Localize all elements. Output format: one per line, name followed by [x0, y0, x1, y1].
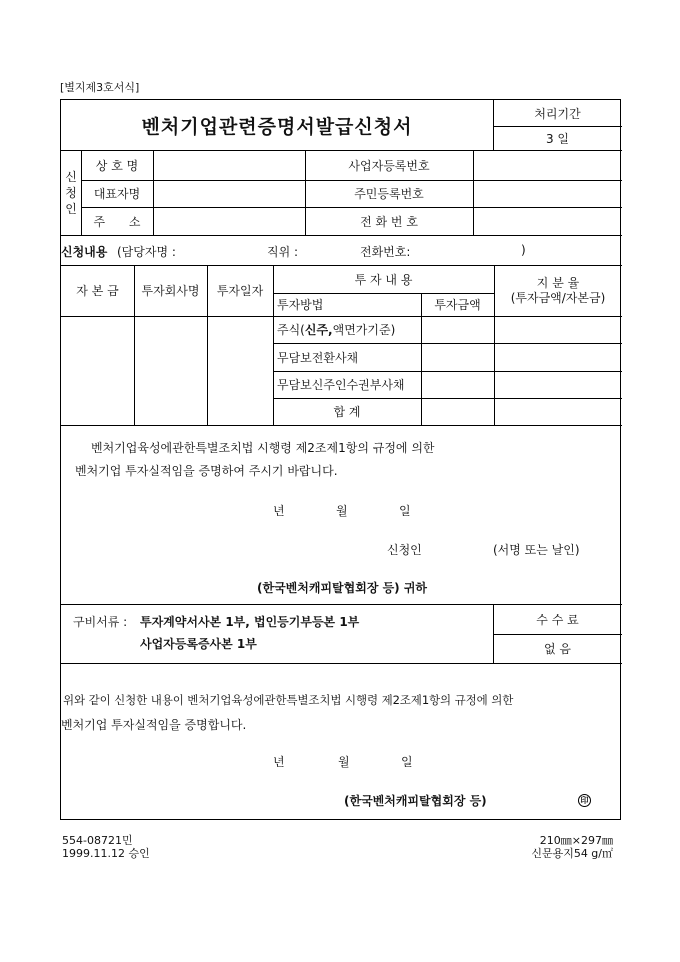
trade-name-label: 상 호 명 [95, 158, 139, 173]
row-text-bold: 신주, [304, 323, 333, 337]
biz-reg-no-field[interactable] [474, 150, 622, 180]
recipient: (한국벤처캐피탈협회장 등) 귀하 [257, 581, 428, 595]
request-label: 신청내용 [61, 245, 108, 259]
form-title: 벤처기업관련증명서발급신청서 [141, 115, 413, 138]
signature-note: (서명 또는 날인) [493, 543, 580, 557]
documents-label: 구비서류 : [73, 615, 128, 629]
invest-company-header: 투자회사명 [141, 284, 200, 298]
biz-reg-no-label: 사업자등록번호 [348, 158, 430, 173]
applicant-sign-label: 신청인 [387, 543, 422, 557]
date-month: 월 [336, 504, 348, 518]
trade-name-field[interactable] [154, 150, 305, 180]
table-row [273, 316, 425, 343]
row-text-pre: 주식( [277, 323, 305, 337]
applicant-side-label [61, 150, 81, 235]
cert-date-day: 일 [401, 755, 413, 769]
footer-approval: 1999.11.12 승인 [62, 847, 150, 860]
contact-name-label: (담당자명 : [117, 245, 176, 259]
capital-header: 자 본 금 [76, 284, 119, 298]
invest-method-header: 투자방법 [277, 298, 324, 312]
phone-field[interactable] [474, 207, 622, 235]
statement-line-2: 벤처기업 투자실적임을 증명하여 주시기 바랍니다. [75, 464, 338, 478]
invest-content-header: 투 자 내 용 [354, 272, 413, 287]
address-label: 주 소 [93, 214, 141, 229]
date-year: 년 [273, 504, 285, 518]
applicant-side-char: 인 [65, 201, 77, 216]
date-day: 일 [399, 504, 411, 518]
share-ratio-formula: (투자금액/자본금) [510, 290, 606, 305]
table-row: 무담보신주인수권부사채 [277, 378, 405, 392]
certification-line-2: 벤처기업 투자실적임을 증명합니다. [61, 718, 247, 732]
contact-close-paren: ) [521, 243, 526, 257]
share-ratio-title: 지 분 율 [536, 275, 580, 290]
contact-phone-label: 전화번호: [360, 245, 411, 259]
certification-line-1: 위와 같이 신청한 내용이 벤처기업육성에관한특별조치법 시행령 제2조제1항의 규정에 의한 [63, 693, 514, 707]
documents-line-1: 투자계약서사본 1부, 법인등기부등본 1부 [140, 615, 360, 629]
fee-label: 수 수 료 [536, 612, 579, 627]
issuer: (한국벤처캐피탈협회장 등) [344, 794, 487, 808]
footer-paper: 신문용지54 g/㎡ [531, 847, 613, 860]
cert-date-month: 월 [338, 755, 350, 769]
seal-mark [578, 792, 591, 807]
contact-position-label: 직위 : [267, 245, 299, 259]
representative-label: 대표자명 [93, 187, 141, 201]
resident-no-label: 주민등록번호 [354, 187, 424, 201]
representative-field[interactable] [154, 180, 305, 207]
phone-label: 전 화 번 호 [360, 214, 418, 229]
statement-line-1: 벤처기업육성에관한특별조치법 시행령 제2조제1항의 규정에 의한 [91, 441, 435, 455]
resident-no-field[interactable] [474, 180, 622, 207]
invest-amount-header: 투자금액 [434, 298, 481, 312]
footer-size: 210㎜×297㎜ [539, 834, 613, 847]
address-field[interactable] [154, 207, 305, 235]
fee-value: 없 음 [544, 642, 571, 656]
processing-period-value: 3 일 [545, 131, 570, 146]
application-form [60, 99, 621, 820]
row-text-post: 액면가기준) [332, 323, 396, 337]
documents-line-2: 사업자등록증사본 1부 [140, 637, 257, 651]
seal-icon: 印 [578, 794, 591, 807]
applicant-side-char: 신 [65, 169, 77, 184]
share-ratio-header [494, 265, 622, 316]
cert-date-year: 년 [273, 755, 285, 769]
total-row-label: 합 계 [333, 405, 361, 419]
table-row: 무담보전환사채 [277, 350, 359, 365]
applicant-side-char: 청 [65, 185, 77, 200]
invest-date-header: 투자일자 [216, 284, 264, 298]
processing-period-label: 처리기간 [534, 106, 581, 121]
footer-code: 554-08721민 [62, 834, 133, 847]
form-code: [별지제3호서식] [60, 81, 140, 94]
